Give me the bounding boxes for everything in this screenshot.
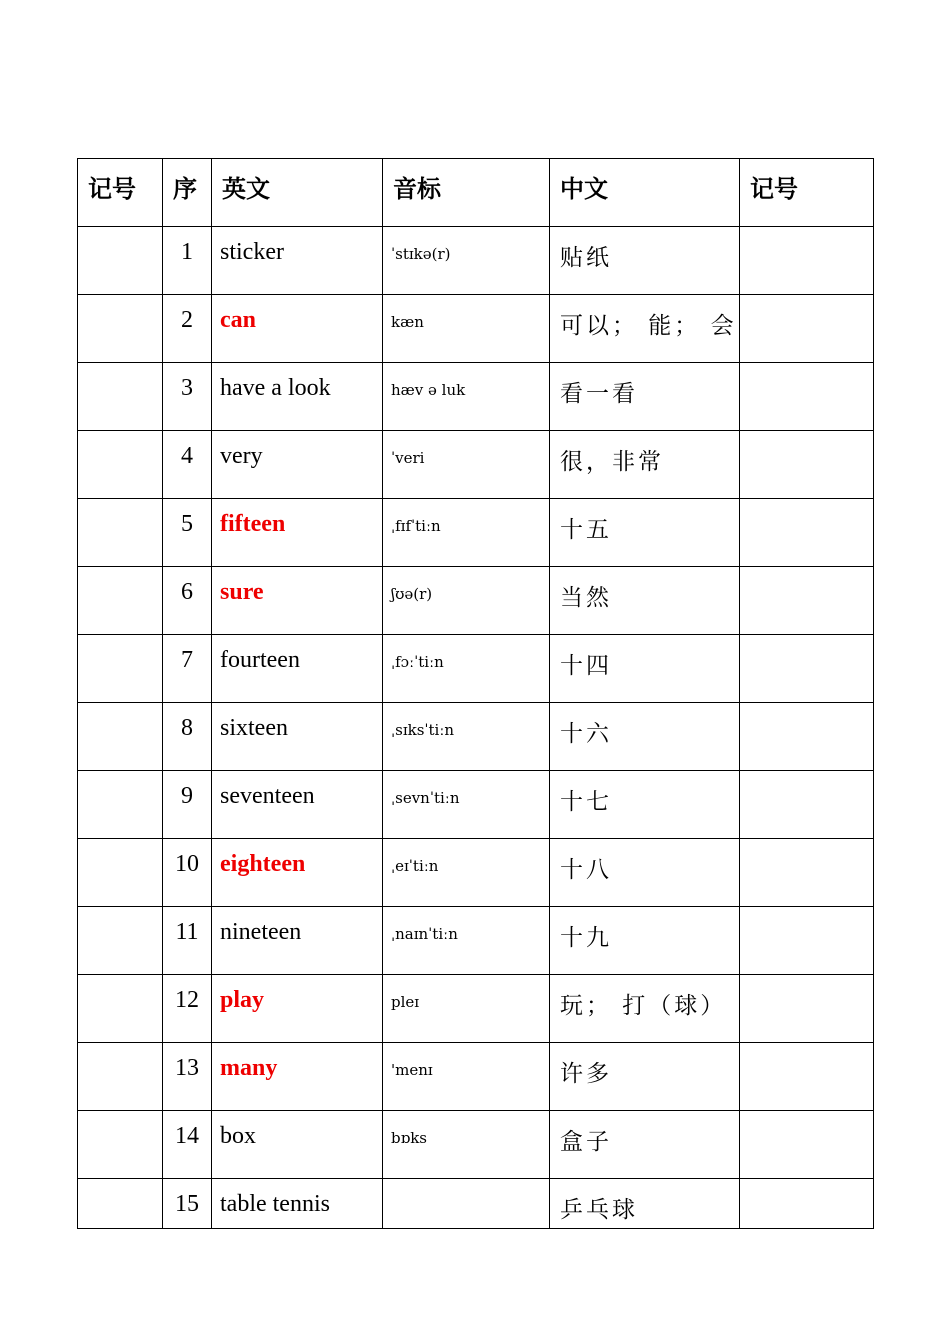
- number-cell: 15: [163, 1179, 212, 1229]
- chinese-cell: 贴纸: [550, 227, 740, 295]
- english-cell: play: [212, 975, 383, 1043]
- phonetic-cell: ˈstɪkə(r): [383, 227, 550, 295]
- chinese-cell: 乒乓球: [550, 1179, 740, 1229]
- phonetic-cell: ʃʊə(r): [383, 567, 550, 635]
- table-row: [78, 703, 874, 771]
- number-cell: 14: [163, 1111, 212, 1179]
- header-number: 序: [163, 159, 212, 227]
- chinese-cell: 十六: [550, 703, 740, 771]
- mark-cell-2: [740, 907, 874, 975]
- mark-cell: [78, 499, 163, 567]
- number-cell: 6: [163, 567, 212, 635]
- mark-cell-2: [740, 975, 874, 1043]
- table-row: [78, 1043, 874, 1111]
- english-cell: many: [212, 1043, 383, 1111]
- mark-cell: [78, 1179, 163, 1229]
- phonetic-cell: 'menɪ: [383, 1043, 550, 1111]
- number-cell: 5: [163, 499, 212, 567]
- phonetic-cell: ˌnaɪnˈtiːn: [383, 907, 550, 975]
- table-row: [78, 771, 874, 839]
- vocabulary-table: [77, 158, 874, 1229]
- english-cell: eighteen: [212, 839, 383, 907]
- number-cell: 10: [163, 839, 212, 907]
- table-row: [78, 839, 874, 907]
- mark-cell: [78, 1111, 163, 1179]
- table-row: [78, 295, 874, 363]
- mark-cell-2: [740, 227, 874, 295]
- mark-cell: [78, 839, 163, 907]
- number-cell: 7: [163, 635, 212, 703]
- english-cell: fifteen: [212, 499, 383, 567]
- number-cell: 9: [163, 771, 212, 839]
- mark-cell: [78, 431, 163, 499]
- mark-cell: [78, 635, 163, 703]
- mark-cell: [78, 907, 163, 975]
- chinese-cell: 玩； 打（球）: [550, 975, 740, 1043]
- header-row: [78, 159, 874, 227]
- mark-cell: [78, 1043, 163, 1111]
- chinese-cell: 当然: [550, 567, 740, 635]
- chinese-cell: 盒子: [550, 1111, 740, 1179]
- mark-cell-2: [740, 295, 874, 363]
- number-cell: 2: [163, 295, 212, 363]
- number-cell: 1: [163, 227, 212, 295]
- english-cell: have a look: [212, 363, 383, 431]
- number-cell: 12: [163, 975, 212, 1043]
- chinese-cell: 十七: [550, 771, 740, 839]
- phonetic-cell: [383, 1179, 550, 1229]
- chinese-cell: 许多: [550, 1043, 740, 1111]
- chinese-cell: 可以； 能； 会: [550, 295, 740, 363]
- english-cell: box: [212, 1111, 383, 1179]
- phonetic-cell: ˌsɪksˈtiːn: [383, 703, 550, 771]
- mark-cell: [78, 295, 163, 363]
- mark-cell: [78, 227, 163, 295]
- mark-cell-2: [740, 839, 874, 907]
- phonetic-cell: bɒks: [383, 1111, 550, 1179]
- english-cell: very: [212, 431, 383, 499]
- phonetic-cell: ˌeɪˈtiːn: [383, 839, 550, 907]
- english-cell: sure: [212, 567, 383, 635]
- chinese-cell: 很，非常: [550, 431, 740, 499]
- mark-cell: [78, 771, 163, 839]
- table-row: [78, 499, 874, 567]
- english-cell: sixteen: [212, 703, 383, 771]
- english-cell: fourteen: [212, 635, 383, 703]
- phonetic-cell: kæn: [383, 295, 550, 363]
- table-row: [78, 363, 874, 431]
- chinese-cell: 十九: [550, 907, 740, 975]
- table-row: [78, 431, 874, 499]
- mark-cell: [78, 567, 163, 635]
- english-cell: table tennis: [212, 1179, 383, 1229]
- phonetic-cell: hæv ə luk: [383, 363, 550, 431]
- mark-cell: [78, 975, 163, 1043]
- number-cell: 8: [163, 703, 212, 771]
- number-cell: 3: [163, 363, 212, 431]
- english-cell: nineteen: [212, 907, 383, 975]
- phonetic-cell: ˈveri: [383, 431, 550, 499]
- mark-cell: [78, 703, 163, 771]
- phonetic-cell: pleɪ: [383, 975, 550, 1043]
- phonetic-cell: ˌsevnˈtiːn: [383, 771, 550, 839]
- table-row: [78, 975, 874, 1043]
- mark-cell-2: [740, 567, 874, 635]
- table-row: [78, 1179, 874, 1229]
- header-phonetic: 音标: [383, 159, 550, 227]
- chinese-cell: 看一看: [550, 363, 740, 431]
- table-row: [78, 1111, 874, 1179]
- table-row: [78, 567, 874, 635]
- table-body: [78, 227, 874, 1229]
- phonetic-cell: ˌfɪfˈtiːn: [383, 499, 550, 567]
- number-cell: 4: [163, 431, 212, 499]
- header-english: 英文: [212, 159, 383, 227]
- table-row: [78, 907, 874, 975]
- mark-cell-2: [740, 1179, 874, 1229]
- english-cell: seventeen: [212, 771, 383, 839]
- phonetic-cell: ˌfɔːˈtiːn: [383, 635, 550, 703]
- mark-cell-2: [740, 431, 874, 499]
- mark-cell-2: [740, 703, 874, 771]
- chinese-cell: 十五: [550, 499, 740, 567]
- number-cell: 11: [163, 907, 212, 975]
- table-row: [78, 227, 874, 295]
- english-cell: sticker: [212, 227, 383, 295]
- header-mark: 记号: [78, 159, 163, 227]
- mark-cell-2: [740, 635, 874, 703]
- chinese-cell: 十八: [550, 839, 740, 907]
- table-row: [78, 635, 874, 703]
- mark-cell: [78, 363, 163, 431]
- mark-cell-2: [740, 771, 874, 839]
- mark-cell-2: [740, 499, 874, 567]
- header-chinese: 中文: [550, 159, 740, 227]
- mark-cell-2: [740, 1111, 874, 1179]
- mark-cell-2: [740, 1043, 874, 1111]
- english-cell: can: [212, 295, 383, 363]
- chinese-cell: 十四: [550, 635, 740, 703]
- number-cell: 13: [163, 1043, 212, 1111]
- mark-cell-2: [740, 363, 874, 431]
- header-mark-2: 记号: [740, 159, 874, 227]
